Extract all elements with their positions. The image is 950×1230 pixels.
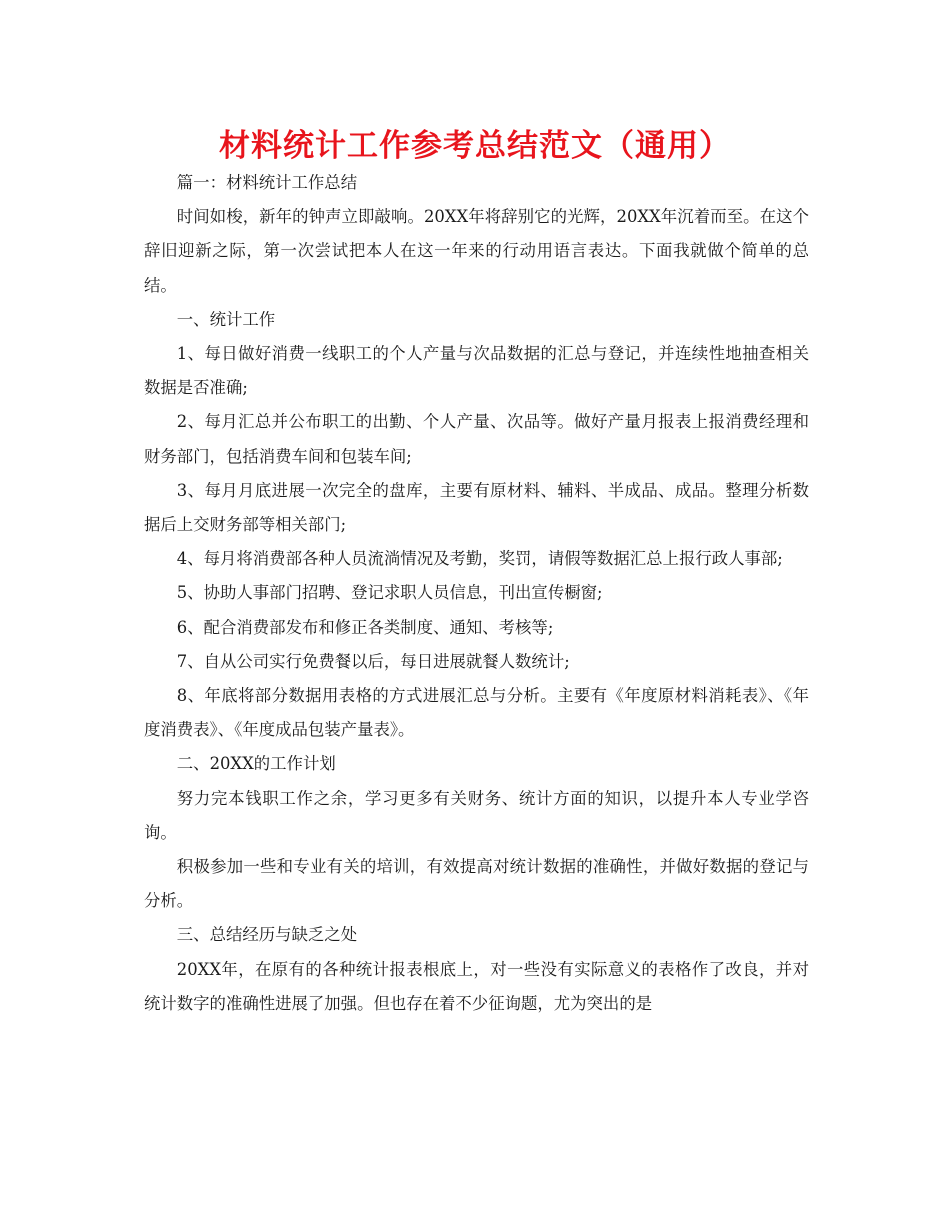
paragraph: 时间如梭，新年的钟声立即敲响。20XX年将辞别它的光辉，20XX年沉着而至。在这个辞旧迎新之际，第一次尝试把本人在这一年来的行动用语言表达。下面我就做个简单的总结。 xyxy=(144,207,809,295)
paragraph: 积极参加一些和专业有关的培训，有效提高对统计数据的准确性，并做好数据的登记与分析。 xyxy=(144,857,809,911)
paragraph: 20XX年，在原有的各种统计报表根底上，对一些没有实际意义的表格作了改良，并对统计数字的准确性进展了加强。但也存在着不少征询题，尤为突出的是 xyxy=(144,959,809,1013)
paragraph: 努力完本钱职工作之余，学习更多有关财务、统计方面的知识，以提升本人专业学咨询。 xyxy=(144,788,809,842)
paragraph-section-heading: 一、统计工作 xyxy=(176,309,276,329)
paragraph-list-item: 2、每月汇总并公布职工的出勤、个人产量、次品等。做好产量月报表上报消费经理和财务部门，包括消费车间和包装车间; xyxy=(144,412,809,466)
paragraph-section-heading: 三、总结经历与缺乏之处 xyxy=(176,925,358,945)
paragraph-list-item: 1、每日做好消费一线职工的个人产量与次品数据的汇总与登记，并连续性地抽查相关数据是否准确; xyxy=(144,344,809,398)
paragraph-list-item: 7、自从公司实行免费餐以后，每日进展就餐人数统计; xyxy=(176,651,570,671)
paragraph-list-item: 8、年底将部分数据用表格的方式进展汇总与分析。主要有《年度原材料消耗表》、《年度消费表》、《年度成品包装产量表》。 xyxy=(144,686,809,740)
paragraph-list-item: 6、配合消费部发布和修正各类制度、通知、考核等; xyxy=(176,617,554,637)
paragraph-list-item: 3、每月月底进展一次完全的盘库，主要有原材料、辅料、半成品、成品。整理分析数据后上交财务部等相关部门; xyxy=(144,480,809,535)
paragraph-list-item: 5、协助人事部门招聘、登记求职人员信息，刊出宣传橱窗; xyxy=(176,583,603,603)
paragraph-section-heading: 二、20XX的工作计划 xyxy=(176,754,336,774)
paragraph-section-heading: 篇一：材料统计工作总结 xyxy=(176,173,358,192)
document-title: 材料统计工作参考总结范文（通用） xyxy=(219,128,731,164)
document-body xyxy=(144,166,809,1021)
paragraph-list-item: 4、每月将消费部各种人员流淌情况及考勤，奖罚，请假等数据汇总上报行政人事部; xyxy=(176,549,783,569)
